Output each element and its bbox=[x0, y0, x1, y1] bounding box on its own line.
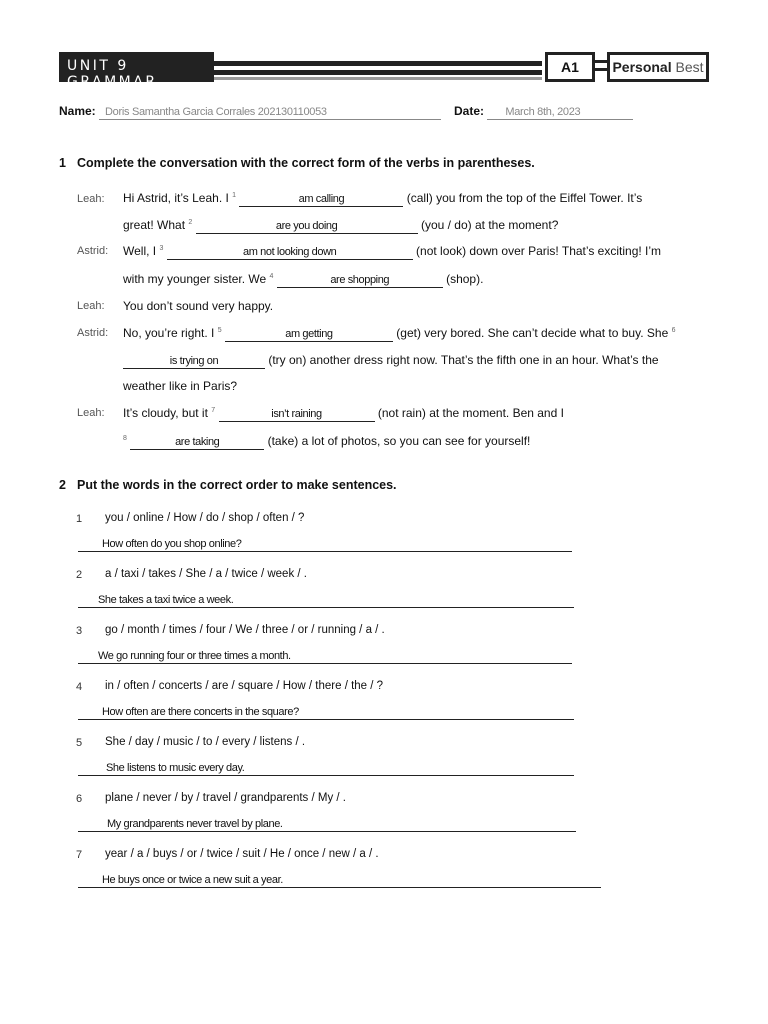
answer-blank[interactable]: am calling bbox=[239, 193, 403, 207]
brand-connector bbox=[595, 60, 607, 63]
question-number: 7 bbox=[76, 849, 83, 861]
sentence-answer-line[interactable]: How often are there concerts in the square? bbox=[78, 706, 574, 720]
sentence-answer-line[interactable]: She listens to music every day. bbox=[78, 762, 574, 776]
dialogue-line: No, you’re right. I $^5$ am getting (get) very bored. She can’t decide what to buy. She $^6$ bbox=[123, 326, 676, 340]
exercise-2-heading bbox=[59, 478, 397, 492]
answer-blank[interactable]: am getting bbox=[225, 328, 393, 342]
sentence-answer-line[interactable]: He buys once or twice a new suit a year. bbox=[78, 874, 601, 888]
speaker-leah: Leah: bbox=[77, 407, 105, 419]
question-number: 1 bbox=[76, 513, 83, 525]
name-field-row bbox=[59, 104, 441, 120]
dialogue-line: Hi Astrid, it’s Leah. I $^1$ am calling (call) you from the top of the Eiffel Tower. It’s bbox=[123, 191, 643, 205]
name-label: Name: bbox=[59, 104, 96, 118]
word-prompt: year / a / buys / or / twice / suit / He / once / new / a / . bbox=[105, 848, 379, 860]
speaker-astrid: Astrid: bbox=[77, 245, 109, 257]
exercise-number: 2 bbox=[59, 478, 66, 492]
dialogue-line: weather like in Paris? bbox=[123, 379, 238, 393]
date-label: Date: bbox=[454, 104, 485, 118]
exercise-1-heading bbox=[59, 156, 535, 170]
answer-blank[interactable]: isn’t raining bbox=[219, 408, 375, 422]
dialogue-line: It’s cloudy, but it $^7$ isn’t raining (not rain) at the moment. Ben and I bbox=[123, 406, 564, 420]
question-number: 3 bbox=[76, 625, 83, 637]
dialogue-line: is trying on (try on) another dress right now. That’s the fifth one in an hour. What’s the bbox=[123, 353, 659, 369]
level-badge bbox=[545, 52, 595, 82]
speaker-astrid: Astrid: bbox=[77, 327, 109, 339]
unit-title: UNIT 9 GRAMMAR bbox=[67, 58, 158, 90]
question-number: 2 bbox=[76, 569, 83, 581]
question-number: 5 bbox=[76, 737, 83, 749]
exercise-instruction: Complete the conversation with the correct form of the verbs in parentheses. bbox=[77, 156, 535, 170]
answer-blank[interactable]: are shopping bbox=[277, 274, 443, 288]
dialogue-line: You don’t sound very happy. bbox=[123, 299, 274, 313]
header-stripe bbox=[214, 70, 542, 75]
speaker-leah: Leah: bbox=[77, 300, 105, 312]
date-field[interactable]: March 8th, 2023 bbox=[487, 105, 633, 120]
level-label: A1 bbox=[561, 59, 579, 75]
header-stripe bbox=[214, 61, 542, 66]
brand-word-best: Best bbox=[675, 59, 704, 75]
answer-blank[interactable]: are taking bbox=[130, 436, 264, 450]
header-stripe bbox=[214, 77, 542, 80]
dialogue-line: Well, I $^3$ am not looking down (not look) down over Paris! That’s exciting! I’m bbox=[123, 244, 662, 258]
word-prompt: She / day / music / to / every / listens / . bbox=[105, 736, 306, 748]
word-prompt: in / often / concerts / are / square / How / there / the / ? bbox=[105, 680, 384, 692]
sentence-answer-line[interactable]: She takes a taxi twice a week. bbox=[78, 594, 574, 608]
exercise-number: 1 bbox=[59, 156, 66, 170]
dialogue-line: great! What $^2$ are you doing (you / do) at the moment? bbox=[123, 218, 559, 232]
unit-title-box bbox=[59, 52, 214, 90]
sentence-answer-line[interactable]: We go running four or three times a month. bbox=[78, 650, 572, 664]
dialogue-line: with my younger sister. We $^4$ are shopping (shop). bbox=[123, 272, 484, 286]
question-number: 6 bbox=[76, 793, 83, 805]
word-prompt: a / taxi / takes / She / a / twice / week / . bbox=[105, 568, 307, 580]
dialogue-line: $^8$ are taking (take) a lot of photos, so you can see for yourself! bbox=[123, 434, 531, 448]
exercise-instruction: Put the words in the correct order to make sentences. bbox=[77, 478, 397, 492]
answer-blank[interactable]: am not looking down bbox=[167, 246, 413, 260]
word-prompt: you / online / How / do / shop / often / ? bbox=[105, 512, 305, 524]
word-prompt: plane / never / by / travel / grandparents / My / . bbox=[105, 792, 346, 804]
brand-connector bbox=[595, 68, 607, 71]
unit-header bbox=[59, 52, 542, 90]
sentence-answer-line[interactable]: My grandparents never travel by plane. bbox=[78, 818, 576, 832]
sentence-answer-line[interactable]: How often do you shop online? bbox=[78, 538, 572, 552]
question-number: 4 bbox=[76, 681, 83, 693]
word-prompt: go / month / times / four / We / three / or / running / a / . bbox=[105, 624, 385, 636]
name-field[interactable]: Doris Samantha Garcia Corrales 202130110053 bbox=[99, 105, 441, 120]
brand-logo bbox=[607, 52, 709, 82]
answer-blank[interactable]: is trying on bbox=[123, 355, 265, 369]
speaker-leah: Leah: bbox=[77, 193, 105, 205]
brand-word-personal: Personal bbox=[612, 59, 672, 75]
date-field-row bbox=[454, 104, 633, 120]
answer-blank[interactable]: are you doing bbox=[196, 220, 418, 234]
